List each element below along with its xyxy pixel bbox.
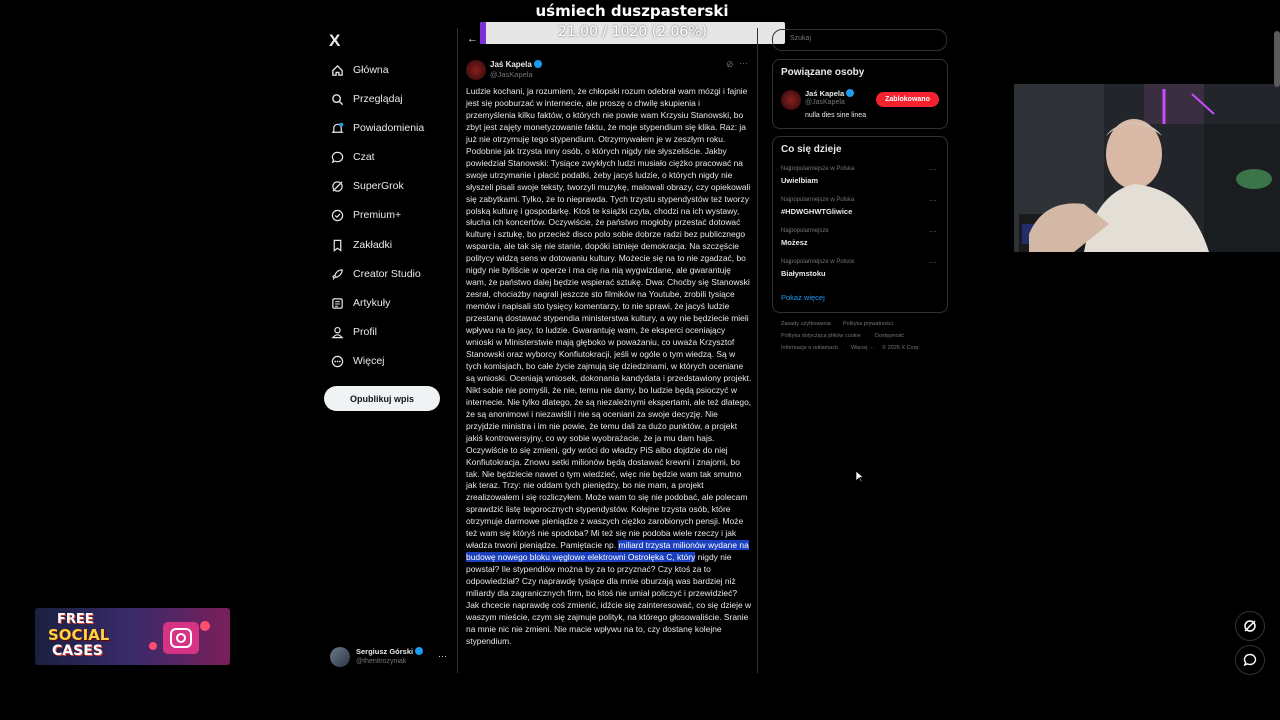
nav-item-label: Więcej (353, 355, 385, 367)
article-icon (330, 296, 344, 310)
grok-icon (330, 179, 344, 193)
grok-icon[interactable]: ⊘ (726, 59, 734, 69)
messages-floating-button[interactable] (1235, 645, 1265, 675)
avatar[interactable] (781, 90, 801, 110)
promo-banner[interactable] (35, 608, 230, 665)
verified-icon (534, 60, 542, 68)
x-logo-icon[interactable]: X (329, 31, 341, 50)
nav-item-grok[interactable] (330, 176, 404, 196)
footer-link[interactable]: Dostępność (875, 333, 905, 339)
nav-item-bell[interactable] (330, 118, 424, 138)
promo-line-2: SOCIAL (48, 626, 110, 644)
more-circle-icon (330, 354, 344, 368)
promo-line-3: CASES (52, 643, 103, 659)
nav-item-search[interactable] (330, 89, 403, 109)
grok-icon (1243, 619, 1257, 633)
back-arrow-icon[interactable]: ← (467, 33, 478, 45)
rocket-icon (330, 267, 344, 281)
footer-link[interactable]: Informacje o reklamach (781, 345, 839, 351)
trend-item[interactable]: Możesz (781, 238, 808, 247)
trends-card (772, 136, 948, 313)
trend-meta: Najpopularniejsze w Polska (781, 166, 855, 172)
nav-item-label: Przeglądaj (353, 93, 403, 105)
webcam-image (1014, 84, 1280, 252)
account-name: Sergiusz Górski (356, 647, 423, 656)
footer-link[interactable]: © 2026 X Corp. (882, 345, 920, 351)
author-avatar[interactable] (466, 60, 486, 80)
post-text (466, 86, 752, 648)
trend-more-icon[interactable]: ··· (929, 165, 937, 174)
premium-icon (330, 208, 344, 222)
account-handle: @thenitrozyniak (356, 658, 407, 665)
search-input[interactable] (772, 29, 947, 51)
trend-meta: Najpopularniejsze (781, 228, 829, 234)
grok-floating-button[interactable] (1235, 611, 1265, 641)
author-handle[interactable]: @JasKapela (490, 70, 533, 79)
related-user-name[interactable]: Jaś Kapela (805, 89, 854, 98)
avatar (330, 647, 350, 667)
stream-progress-text: 21.00 / 1020 (2.06%) (557, 24, 708, 40)
trend-item[interactable]: Uwielbiam (781, 176, 819, 185)
author-name[interactable]: Jaś Kapela (490, 60, 542, 69)
verified-icon (415, 647, 423, 655)
chat-icon (330, 150, 344, 164)
nav-item-label: Powiadomienia (353, 122, 425, 134)
nav-item-more-circle[interactable] (330, 351, 385, 371)
case-icon (145, 616, 225, 660)
related-user-handle[interactable]: @JasKapela (805, 99, 845, 106)
nav-item-label: Zakładki (353, 239, 393, 251)
trend-more-icon[interactable]: ··· (929, 196, 937, 205)
account-switcher[interactable] (330, 645, 450, 669)
nav-item-label: Profil (353, 326, 377, 338)
post-text-part: Ludzie kochani, ja rozumiem, że chłopski rozum odebrał wam mózgi i fajnie jest się pooburzać w internecie, ale proszę o chwilę skupienia i przemyślenia kilku faktów, o których nie powie wam Krzysiu Stanowski, bo zbyt jest zajęty monetyzowanie faktu, że moje stypendium się klika. Raz: ja już nie otrzymuję tego stypendium. Otrzymywałem je w zeszłym roku. Podobnie jak trzysta inny osób, o których nigdy nie słyszeliście. Jakby powiedział Stanowski: Tysiące zwykłych ludzi musiało ciężko pracować na swoje utrzymanie i płacić podatki, żeby jacyś ludzie, o których nigdy nie słyszeli pisali swoje teksty, tworzyli muzykę, malowali obrazy, czy opiekowali się zabytkami. Tylko, że to nieprawda. Tych trzystu stypendystów też tworzy polską kulturę i gospodarkę. Ktoś te książki czyta, chodzi na ich wystawy, słucha ich koncertów. Oczywiście, że państwo mogłoby przestać dotować kulturę i sztukę, bo przecież disco polo sobie dobrze radzi bez publicznego wsparcia, ale tak się nie stanie, dopóki istnieje demokracja. Na szczęście politycy widzą sens w dotowaniu kultury. Możecie się na to nie zgadzać, bo nigdy nie byliście w operze i ma cię na nią wygwizdane, ale gwarantuję wam, że państwo dalej będzie wspierać sztukę. Dwa: Choćby się Stanowski zesrał, chociażby nagrali jeszcze sto filmików na Youtube, zrobili tysiące memów i napisali sto tysięcy komentarzy, to nie sprawi, że jacyś ludzie przestaną dostawać stypendia ministerstwa kultury, a wy nie będziecie mieli wpływu na to jacy, to ludzie. Gwarantuję wam, że eksperci oceniający wnioski w Ministerstwie mają głęboko w poważaniu, co uważa Krzysztof Stanowski oraz wyborcy Konfiutokracji, jeśli w ogóle o tym wiedzą. Są w tych komisjach, bo całe życie zajmują się dziedzinami, w których oceniane są wnioski. Oceniają wniosek, dokonania kandydata i przedstawiony projekt. Nikt sobie nie pomyśli, że nie, temu nie damy, bo ludzie będą psioczyć w internecie. Nie tylko dlatego, że są niezależnymi ekspertami, ale też dlatego, że są anonimowi i niezawiśli i nie są oceniani za swoje decyzję. Nie przyjdzie ministra i im nie powie, że temu dali za dużo punktów, a projekt jakiś kontrowersyjny, co wy sobie wyobrażacie, że ja mu dam hajs. Oczywiście to się zmieni, gdy wróci do władzy PiS albo dojdzie do niej Konfiutokracja. Znowu setki milionów będą dostawać krewni i znajomi, bo tak. Nie będziecie nawet o tym wiedzieć, więc nie będzie wam tak smutno jak teraz. Trzy: nie oddam tych pieniędzy, bo nie mam, a projekt zrealizowałem i się rozliczyłem. Może wam to się nie podobać, ale polecam sprawdzić listę tegorocznych stypendystów. Kolejne trzysta osób, które otrzymuje darmowe pieniądze z waszych ciężko zarobionych pensji. Może też wam się któryś nie spodoba? Mi też się nie podoba wiele rzeczy i jak władza trwoni pieniądze. Pamiętacie np. (466, 86, 752, 551)
stream-title: uśmiech duszpasterski (535, 2, 729, 20)
nav-item-premium[interactable] (330, 205, 401, 225)
nav-item-article[interactable] (330, 293, 390, 313)
column-divider-right (757, 28, 758, 673)
related-people-title: Powiązane osoby (781, 67, 865, 78)
trend-meta: Najpopularniejsze w Polska (781, 197, 855, 203)
trends-title: Co się dzieje (781, 144, 842, 155)
trend-item[interactable]: #HDWGHWTGliwice (781, 207, 853, 216)
nav-item-home[interactable] (330, 60, 389, 80)
chat-icon (1243, 653, 1257, 667)
nav-item-label: Główna (353, 64, 389, 76)
promo-line-1: FREE (57, 612, 94, 627)
nav-item-chat[interactable] (330, 147, 375, 167)
webcam-overlay (1014, 84, 1280, 252)
column-divider-left (457, 28, 458, 673)
account-more-icon[interactable]: ··· (438, 651, 447, 661)
search-icon (330, 92, 344, 106)
footer-link[interactable]: Polityka prywatności (843, 321, 893, 327)
verified-icon (846, 89, 854, 97)
nav-item-bookmark[interactable] (330, 235, 392, 255)
nav-item-label: Artykuły (353, 297, 391, 309)
post-text-selection: miliard trzysta milionów wydane na budowę nowego bloku węglowe elektrowni Ostrołęka C, który (466, 540, 749, 563)
nav-item-label: SuperGrok (353, 180, 404, 192)
nav-item-rocket[interactable] (330, 264, 421, 284)
bookmark-icon (330, 238, 344, 252)
bell-icon (330, 121, 344, 135)
trend-meta: Najpopularniejsze w Polsce (781, 259, 855, 265)
stream-progress-bar (480, 22, 785, 44)
footer-link[interactable]: Zasady użytkowania (781, 321, 831, 327)
nav-item-label: Czat (353, 151, 375, 163)
related-user-bio: nulla dies sine linea (805, 112, 867, 119)
trend-item[interactable]: Białymstoku (781, 269, 826, 278)
home-icon (330, 63, 344, 77)
mouse-cursor-icon (856, 471, 864, 483)
nav-item-profile[interactable] (330, 322, 377, 342)
nav-item-label: Creator Studio (353, 268, 421, 280)
trend-more-icon[interactable]: ··· (929, 227, 937, 236)
post-text-part: nigdy nie powstał? Ile stypendiów można by za to przyznać? Czy ktoś za to odpowiedział? Czy naprawdę tysiące dla mnie oburzają was bardziej niż miliardy dla zagranicznych firm, bo ktoś nie umiał policzyć i przewidzieć? Jak chcecie naprawdę coś zmienić, idźcie się zainteresować, co się dzieje w waszym mieście, czym się zajmuje polityk, na którego głosowaliście. Sranie na mnie nic nie zmieni. Nie macie wpływu na to, czy dostanę kolejne stypendium. (466, 552, 752, 646)
nav-item-label: Premium+ (353, 209, 402, 221)
show-more-link[interactable]: Pokaż więcej (781, 293, 825, 302)
footer-link[interactable]: Więcej ··· (851, 345, 875, 351)
post-button[interactable]: Opublikuj wpis (324, 386, 440, 411)
footer-link[interactable]: Polityka dotycząca plików cookie (781, 333, 861, 339)
profile-icon (330, 325, 344, 339)
search-placeholder: Szukaj (790, 35, 812, 42)
trend-more-icon[interactable]: ··· (929, 258, 937, 267)
scrollbar[interactable] (1274, 31, 1280, 87)
blocked-button[interactable]: Zablokowano (876, 92, 939, 107)
more-options-icon[interactable]: ··· (739, 58, 748, 68)
